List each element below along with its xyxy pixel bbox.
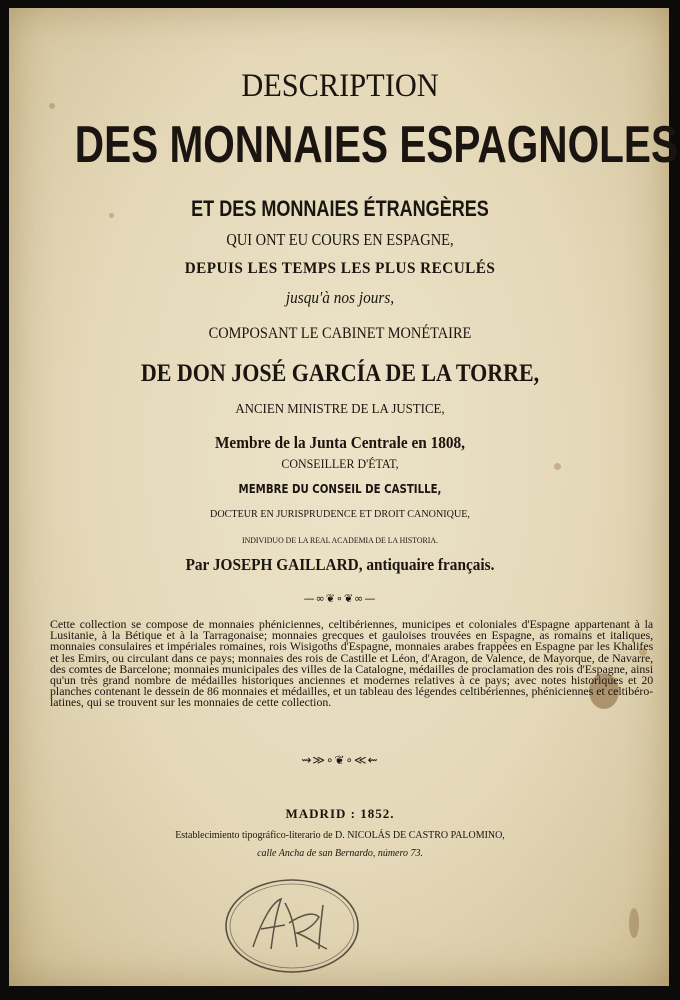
title-description: DESCRIPTION — [241, 68, 439, 104]
credential-4: MEMBRE DU CONSEIL DE CASTILLE, — [238, 482, 442, 496]
title-line-6: jusqu'à nos jours, — [285, 288, 395, 307]
credential-3: CONSEILLER D'ÉTAT, — [281, 456, 399, 471]
ornament-divider-bottom: ⇝≫∘❦∘≪⇜ — [301, 753, 379, 767]
imprint-address: calle Ancha de san Bernardo, número 73. — [257, 848, 423, 859]
collection-description: Cette collection se compose de monnaies phéniciennes, celtibériennes, municipes et coloniales d'Espagne appartenant à la Lusitanie, à la Bétique et à la Tarragonaise; monnaies grecques et gauloises trouvées en Espagne, as romains et italiques, monnaies consulaires et impériales romaines, rois Wisigoths d'Espagne, monnaies arabes frappées en Espagne par les Khalifes et les Emirs, ou circulant dans ce pays; monnaies des rois de Castille et Léon, d'Aragon, de Valence, de Mayorque, de Navarre, des comtes de Barcelone; monnaies municipales des villes de la Catalogne, médailles de proclamation des rois d'Espagne, ainsi qu'un très grand nombre de médailles historiques anciennes et modernes relatives à ce pays; avec notes historiques et 20 planches contenant le dessein de 86 monnaies et médailles, et un tableau des légendes celtibériennes, phéniciennes et celtibéro-latines, qui se trouvent sur les monnaies de cette collection. — [50, 619, 654, 710]
title-main: DES MONNAIES ESPAGNOLES — [74, 116, 679, 174]
library-stamp — [223, 877, 361, 975]
title-owner: DE DON JOSÉ GARCÍA DE LA TORRE, — [140, 360, 540, 387]
imprint-place-date: MADRID : 1852. — [285, 806, 395, 821]
title-subtitle: ET DES MONNAIES ÉTRANGÈRES — [191, 196, 489, 221]
title-line-5: DEPUIS LES TEMPS LES PLUS RECULÉS — [184, 260, 496, 277]
credential-1: ANCIEN MINISTRE DE LA JUSTICE, — [235, 402, 445, 417]
ornament-divider-top: —∞❦∘❦∞— — [303, 592, 377, 605]
credential-5: DOCTEUR EN JURISPRUDENCE ET DROIT CANONIQUE, — [210, 508, 470, 520]
credential-6: INDIVIDUO DE LA REAL ACADEMIA DE LA HISTORIA. — [242, 535, 438, 545]
title-line-4: QUI ONT EU COURS EN ESPAGNE, — [226, 230, 454, 249]
imprint-printer: Establecimiento tipográfico-literario de D. NICOLÁS DE CASTRO PALOMINO, — [175, 830, 505, 841]
title-line-7: COMPOSANT LE CABINET MONÉTAIRE — [208, 325, 472, 342]
foxing-stain — [629, 908, 639, 938]
credential-2: Membre de la Junta Centrale en 1808, — [214, 433, 466, 452]
byline: Par JOSEPH GAILLARD, antiquaire français. — [185, 555, 495, 574]
